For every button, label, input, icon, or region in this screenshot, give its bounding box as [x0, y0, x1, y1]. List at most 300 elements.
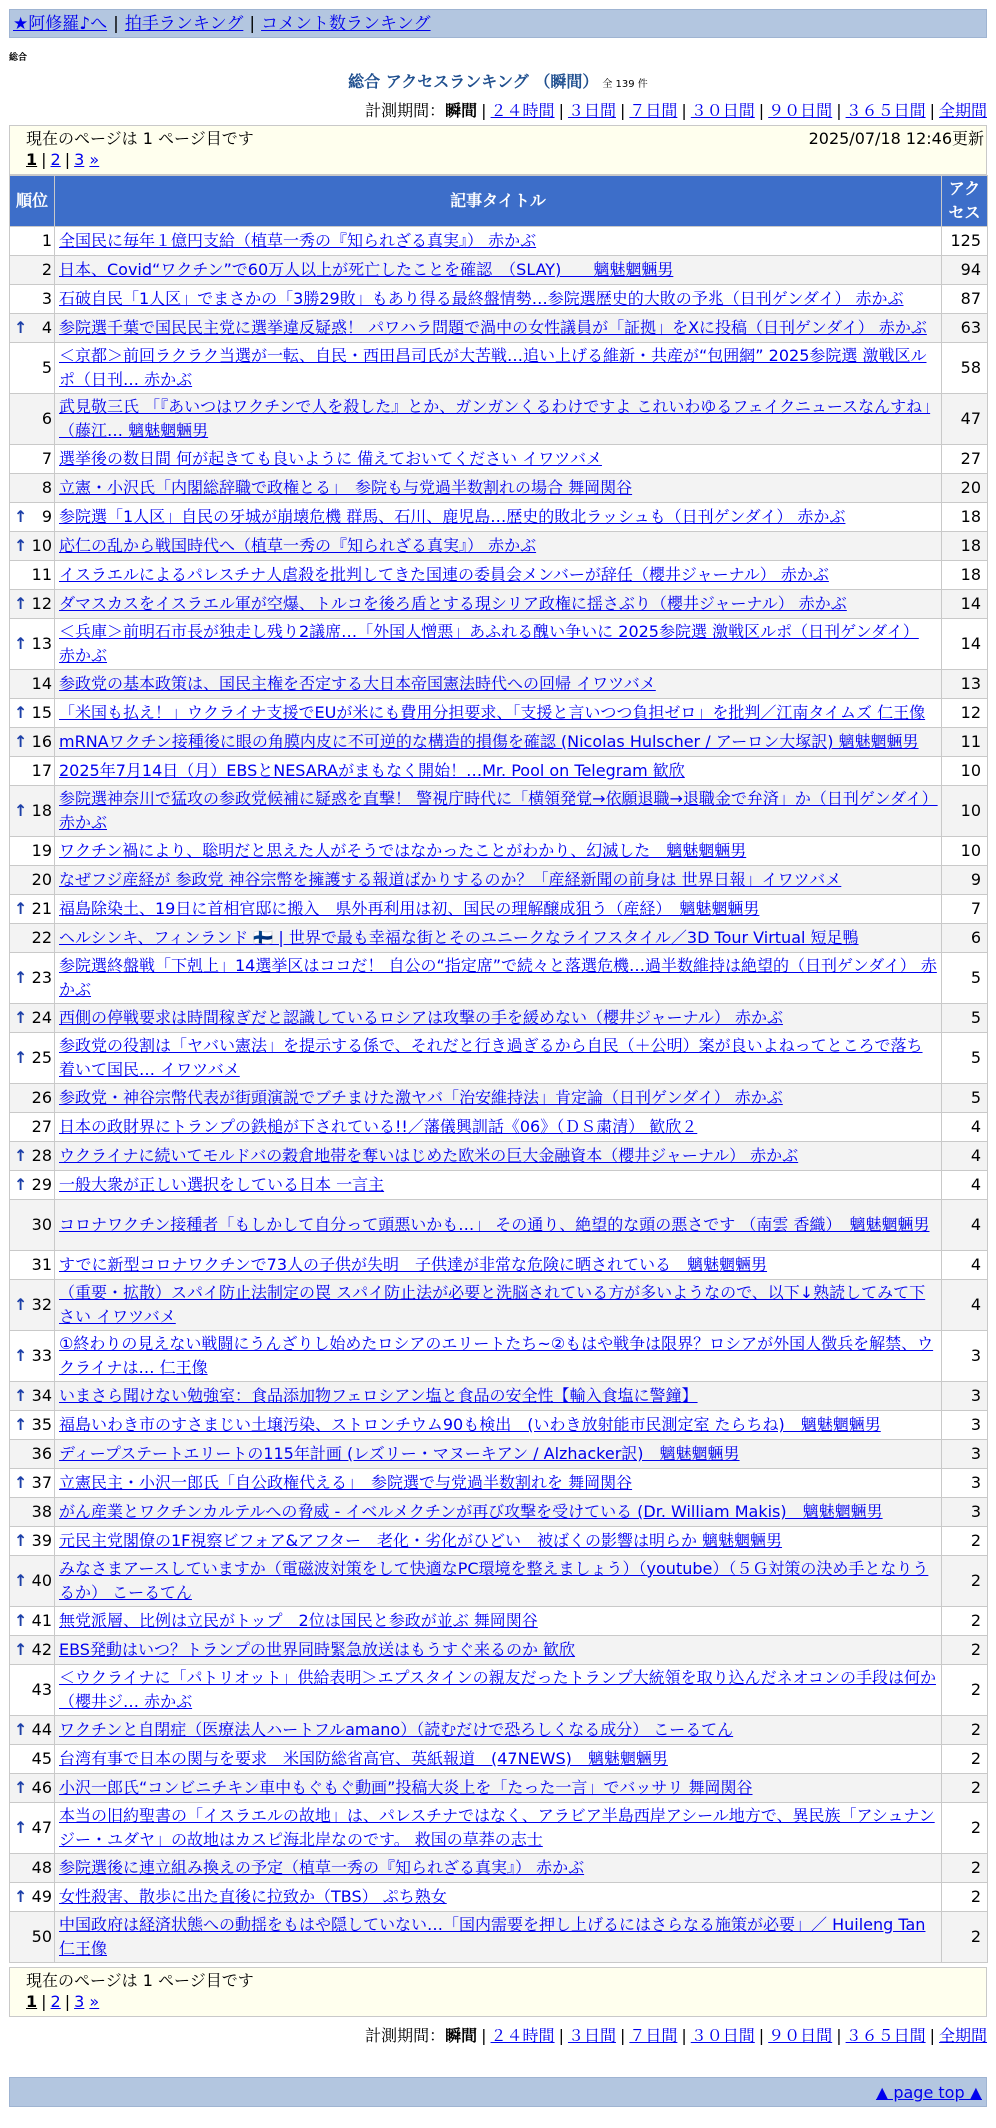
- rank-number: 41: [31, 1611, 52, 1630]
- period-separator: |: [481, 101, 487, 120]
- ranking-table-body: [10, 227, 988, 1963]
- article-title-link[interactable]: 参政党・神谷宗幣代表が街頭演説でブチまけた激ヤバ「治安維持法」肯定論（日刊ゲンダイ） 赤かぶ: [59, 1088, 783, 1107]
- article-title-link[interactable]: 2025年7月14日（月）EBSとNESARAがまもなく開始！…Mr. Pool on Telegram 歓欣: [59, 761, 685, 780]
- access-count: 5: [942, 1004, 988, 1033]
- ranking-row: [10, 285, 988, 314]
- period-link[interactable]: 全期間: [938, 101, 987, 120]
- rank-up-arrow-icon: ↑: [14, 1778, 28, 1797]
- access-count: 7: [942, 895, 988, 924]
- access-count: 27: [942, 445, 988, 474]
- period-link[interactable]: ９０日間: [768, 101, 833, 120]
- pager-current-page: 1: [26, 1992, 38, 2011]
- rank-number: 4: [41, 318, 52, 337]
- title-cell: [55, 256, 942, 285]
- rank-cell: [10, 474, 55, 503]
- access-count: 2: [942, 1607, 988, 1636]
- rank-number: 16: [31, 732, 52, 751]
- title-cell: [55, 895, 942, 924]
- access-count: 14: [942, 590, 988, 619]
- rank-up-arrow-icon: ↑: [14, 1531, 28, 1550]
- access-count: 2: [942, 1527, 988, 1556]
- article-title-link[interactable]: 一般大衆が正しい選択をしている日本 一言主: [59, 1175, 385, 1194]
- access-count: 2: [942, 1854, 988, 1883]
- period-separator: |: [558, 101, 564, 120]
- pager-next-link[interactable]: »: [89, 1992, 100, 2011]
- article-title-link[interactable]: 無党派層、比例は立民がトップ 2位は国民と参政が並ぶ 舞岡関谷: [59, 1611, 538, 1630]
- article-title-link[interactable]: 参院選「1人区」自民の牙城が崩壊危機 群馬、石川、鹿児島…歴史的敗北ラッシュも（日刊ゲンダイ） 赤かぶ: [59, 507, 846, 526]
- access-count: 2: [942, 1665, 988, 1716]
- rank-cell: [10, 1665, 55, 1716]
- rank-number: 18: [31, 801, 52, 820]
- period-selector-bottom: [9, 2023, 987, 2046]
- rank-cell: [10, 786, 55, 837]
- period-link[interactable]: ９０日間: [768, 2026, 833, 2045]
- title-cell: [55, 1440, 942, 1469]
- rank-up-arrow-icon: ↑: [14, 1720, 28, 1739]
- rank-up-arrow-icon: ↑: [14, 732, 28, 751]
- page-title: [0, 69, 996, 92]
- period-separator: |: [681, 101, 687, 120]
- ranking-row: [10, 1636, 988, 1665]
- article-title-link[interactable]: 小沢一郎氏“コンビニチキン車中もぐもぐ動画”投稿大炎上を「たった一言」でバッサリ 舞岡関谷: [59, 1778, 753, 1797]
- access-count: 3: [942, 1498, 988, 1527]
- access-count: 58: [942, 343, 988, 394]
- rank-cell: [10, 895, 55, 924]
- ranking-row: [10, 1113, 988, 1142]
- rank-number: 31: [31, 1255, 52, 1274]
- ranking-row: [10, 924, 988, 953]
- article-title-link[interactable]: いまさら聞けない勉強室：食品添加物フェロシアン塩と食品の安全性【輸入食塩に警鐘】: [59, 1386, 698, 1405]
- ranking-row: [10, 256, 988, 285]
- access-count: 4: [942, 1280, 988, 1331]
- article-title-link[interactable]: ＜ウクライナに「パトリオット」供給表明＞エプスタインの親友だったトランプ大統領を取り込んだネオコンの手段は何か（櫻井ジ… 赤かぶ: [59, 1668, 936, 1711]
- ranking-table: [9, 175, 988, 1963]
- access-count: 3: [942, 1382, 988, 1411]
- rank-number: 7: [41, 449, 52, 468]
- pager-next-link[interactable]: »: [89, 150, 100, 169]
- rank-cell: [10, 1716, 55, 1745]
- period-separator: |: [758, 2026, 765, 2045]
- rank-cell: [10, 1498, 55, 1527]
- rank-up-arrow-icon: ↑: [14, 594, 28, 613]
- ranking-row: [10, 786, 988, 837]
- access-count: 2: [942, 1883, 988, 1912]
- title-cell: [55, 837, 942, 866]
- title-cell: [55, 1854, 942, 1883]
- column-header-title: 記事タイトル: [55, 176, 942, 227]
- access-count: 4: [942, 1200, 988, 1251]
- period-link[interactable]: ３６５日間: [845, 101, 926, 120]
- article-title-link[interactable]: 日本の政財界にトランプの鉄槌が下されている!!／藩儀興訓話《06》（ＤＳ粛清） 歓欣２: [59, 1117, 698, 1136]
- rank-number: 27: [31, 1117, 52, 1136]
- rank-cell: [10, 1113, 55, 1142]
- pager-separator: |: [41, 1992, 47, 2011]
- title-cell: [55, 1607, 942, 1636]
- period-link[interactable]: ２４時間: [490, 2026, 555, 2045]
- ranking-row: [10, 670, 988, 699]
- access-count: 5: [942, 1033, 988, 1084]
- article-title-link[interactable]: みなさまアースしていますか（電磁波対策をして快適なPC環境を整えましょう）（youtube）（５Ｇ対策の決め手となりうるか） こーるてん: [59, 1559, 929, 1602]
- title-cell: [55, 394, 942, 445]
- article-title-link[interactable]: 立憲・小沢氏「内閣総辞職で政権とる」 参院も与党過半数割れの場合 舞岡関谷: [59, 478, 633, 497]
- ranking-row: [10, 1382, 988, 1411]
- pager-link[interactable]: 2: [50, 150, 61, 169]
- article-title-link[interactable]: 武見敬三氏 「『あいつはワクチンで人を殺した』とか、ガンガンくるわけですよ これいわゆるフェイクニュースなんすね」（藤江… 魑魅魍魎男: [59, 397, 931, 440]
- ranking-row: [10, 1251, 988, 1280]
- article-title-link[interactable]: 福島除染土、19日に首相官邸に搬入 県外再利用は初、国民の理解醸成狙う（産経） 魑魅魍魎男: [59, 899, 760, 918]
- rank-number: 42: [31, 1640, 52, 1659]
- ranking-row: [10, 532, 988, 561]
- pager-link[interactable]: 3: [74, 1992, 85, 2011]
- access-count: 6: [942, 924, 988, 953]
- rank-cell: [10, 561, 55, 590]
- rank-cell: [10, 866, 55, 895]
- title-cell: [55, 474, 942, 503]
- access-count: 63: [942, 314, 988, 343]
- rank-number: 34: [31, 1386, 52, 1405]
- access-count: 47: [942, 394, 988, 445]
- article-title-link[interactable]: 福島いわき市のすさまじい土壌汚染、ストロンチウム90も検出 (いわき放射能市民測定室 たらちね) 魑魅魍魎男: [59, 1415, 881, 1434]
- rank-number: 32: [31, 1295, 52, 1314]
- rank-cell: [10, 1142, 55, 1171]
- period-separator: |: [481, 2026, 487, 2045]
- current-page-label: 現在のページは 1 ページ目です: [26, 129, 254, 148]
- title-cell: [55, 1527, 942, 1556]
- category-label: 総合: [9, 53, 28, 63]
- ranking-row: [10, 895, 988, 924]
- period-selector-top: [9, 98, 987, 121]
- rank-number: 3: [41, 289, 52, 308]
- period-separator: |: [619, 2026, 626, 2045]
- article-title-link[interactable]: 参院選終盤戦「下剋上」14選挙区はココだ！ 自公の“指定席”で続々と落選危機…過半数維持は絶望的（日刊ゲンダイ） 赤かぶ: [59, 956, 937, 999]
- ranking-row: [10, 1171, 988, 1200]
- rank-cell: [10, 1004, 55, 1033]
- rank-cell: [10, 728, 55, 757]
- period-separator: |: [758, 101, 765, 120]
- period-current: 瞬間: [445, 2026, 478, 2045]
- rank-cell: [10, 1556, 55, 1607]
- ranking-row: [10, 394, 988, 445]
- rank-cell: [10, 1200, 55, 1251]
- rank-cell: [10, 699, 55, 728]
- title-cell: [55, 1251, 942, 1280]
- article-title-link[interactable]: すでに新型コロナワクチンで73人の子供が失明 子供達が非常な危険に晒されている 魑魅魍魎男: [59, 1255, 768, 1274]
- title-cell: [55, 1469, 942, 1498]
- title-cell: [55, 670, 942, 699]
- rank-number: 11: [31, 565, 52, 584]
- title-cell: [55, 1716, 942, 1745]
- access-count: 18: [942, 561, 988, 590]
- column-header-rank: 順位: [10, 176, 55, 227]
- rank-cell: [10, 757, 55, 786]
- title-cell: [55, 1411, 942, 1440]
- article-title-link[interactable]: ワクチン禍により、聡明だと思えた人がそうではなかったことがわかり、幻滅した 魑魅魍魎男: [59, 841, 747, 860]
- period-link[interactable]: ３０日間: [690, 101, 755, 120]
- article-title-link[interactable]: 石破自民「1人区」でまさかの「3勝29敗」もあり得る最終盤情勢…参院選歴史的大敗の予兆（日刊ゲンダイ） 赤かぶ: [59, 289, 904, 308]
- rank-number: 33: [31, 1346, 52, 1365]
- article-title-link[interactable]: 選挙後の数日間 何が起きても良いように 備えておいてください イワツバメ: [59, 449, 602, 468]
- ranking-row: [10, 1774, 988, 1803]
- rank-cell: [10, 670, 55, 699]
- article-title-link[interactable]: 立憲民主・小沢一郎氏「自公政権代える」 参院選で与党過半数割れを 舞岡関谷: [59, 1473, 633, 1492]
- nav-link-comment-ranking[interactable]: コメント数ランキング: [261, 14, 431, 34]
- access-count: 10: [942, 786, 988, 837]
- ranking-row: [10, 757, 988, 786]
- rank-number: 9: [41, 507, 52, 526]
- rank-up-arrow-icon: ↑: [14, 968, 28, 987]
- rank-up-arrow-icon: ↑: [14, 507, 28, 526]
- rank-number: 22: [31, 928, 52, 947]
- rank-up-arrow-icon: ↑: [14, 536, 28, 555]
- access-count: 2: [942, 1716, 988, 1745]
- period-separator: |: [681, 2026, 687, 2045]
- access-count: 3: [942, 1331, 988, 1382]
- rank-number: 12: [31, 594, 52, 613]
- rank-up-arrow-icon: ↑: [14, 1346, 28, 1365]
- title-cell: [55, 590, 942, 619]
- article-title-link[interactable]: 日本、Covid“ワクチン”で60万人以上が死亡したことを確認 （SLAY) 魑魅魍魎男: [59, 260, 674, 279]
- rank-cell: [10, 590, 55, 619]
- rank-up-arrow-icon: ↑: [14, 1818, 28, 1837]
- rank-number: 13: [31, 634, 52, 653]
- access-count: 4: [942, 1251, 988, 1280]
- article-title-link[interactable]: 参院選千葉で国民民主党に選挙違反疑惑！ パワハラ問題で渦中の女性議員が「証拠」をXに投稿（日刊ゲンダイ） 赤かぶ: [59, 318, 927, 337]
- rank-number: 17: [31, 761, 52, 780]
- title-cell: [55, 1665, 942, 1716]
- period-link[interactable]: ３日間: [567, 101, 616, 120]
- ranking-row: [10, 1142, 988, 1171]
- title-cell: [55, 1331, 942, 1382]
- rank-cell: [10, 1382, 55, 1411]
- access-count: 3: [942, 1411, 988, 1440]
- article-title-link[interactable]: 参政党の基本政策は、国民主権を否定する大日本帝国憲法時代への回帰 イワツバメ: [59, 674, 656, 693]
- top-nav-bar: [9, 9, 987, 38]
- nav-separator: |: [249, 14, 256, 34]
- article-title-link[interactable]: 女性殺害、散歩に出た直後に拉致か（TBS） ぷち熟女: [59, 1887, 447, 1906]
- article-title-link[interactable]: イスラエルによるパレスチナ人虐殺を批判してきた国連の委員会メンバーが辞任（櫻井ジャーナル） 赤かぶ: [59, 565, 829, 584]
- rank-number: 28: [31, 1146, 52, 1165]
- access-count: 87: [942, 285, 988, 314]
- rank-cell: [10, 1280, 55, 1331]
- rank-cell: [10, 1440, 55, 1469]
- ranking-row: [10, 1004, 988, 1033]
- rank-number: 23: [31, 968, 52, 987]
- period-link[interactable]: 全期間: [938, 2026, 987, 2045]
- access-count: 4: [942, 1142, 988, 1171]
- article-title-link[interactable]: 元民主党閣僚の1F視察ビフォア&アフター 老化・劣化がひどい 被ばくの影響は明らか 魑魅魍魎男: [59, 1531, 783, 1550]
- article-title-link[interactable]: 本当の旧約聖書の「イスラエルの故地」は、パレスチナではなく、アラビア半島西岸アシール地方で、異民族「アシュナンジー・ユダヤ」の故地はカスピ海北岸なのです。 救国の草莽の志士: [59, 1806, 935, 1849]
- access-count: 10: [942, 757, 988, 786]
- pager-separator: |: [41, 150, 47, 169]
- rank-number: 43: [31, 1680, 52, 1699]
- rank-cell: [10, 924, 55, 953]
- access-count: 18: [942, 503, 988, 532]
- period-label: 計測期間：: [365, 2026, 446, 2045]
- rank-number: 1: [41, 231, 52, 250]
- period-link[interactable]: ３６５日間: [845, 2026, 926, 2045]
- rank-cell: [10, 1912, 55, 1963]
- ranking-row: [10, 953, 988, 1004]
- ranking-row: [10, 619, 988, 670]
- nav-link-asyura[interactable]: ★阿修羅♪へ: [13, 14, 108, 34]
- title-cell: [55, 1774, 942, 1803]
- rank-number: 25: [31, 1048, 52, 1067]
- pager-link[interactable]: 3: [74, 150, 85, 169]
- rank-up-arrow-icon: ↑: [14, 1146, 28, 1165]
- article-title-link[interactable]: 参院選神奈川で猛攻の参政党候補に疑惑を直撃！ 警視庁時代に「横領発覚→依願退職→退職金で弁済」か（日刊ゲンダイ） 赤かぶ: [59, 789, 938, 832]
- rank-cell: [10, 445, 55, 474]
- ranking-row: [10, 1084, 988, 1113]
- article-title-link[interactable]: 中国政府は経済状態への動揺をもはや隠していない…「国内需要を押し上げるにはさらなる施策が必要」／ Huileng Tan 仁王像: [59, 1915, 926, 1958]
- ranking-row: [10, 1716, 988, 1745]
- period-label: 計測期間：: [365, 101, 446, 120]
- ranking-row: [10, 1665, 988, 1716]
- article-title-link[interactable]: ウクライナに続いてモルドバの穀倉地帯を奪いはじめた欧米の巨大金融資本（櫻井ジャーナル） 赤かぶ: [59, 1146, 799, 1165]
- nav-link-clap-ranking[interactable]: 拍手ランキング: [124, 14, 244, 34]
- article-title-link[interactable]: 台湾有事で日本の関与を要求 米国防総省高官、英紙報道 (47NEWS) 魑魅魍魎男: [59, 1749, 668, 1768]
- updated-timestamp: 2025/07/18 12:46更新: [808, 129, 984, 148]
- ranking-row: [10, 227, 988, 256]
- article-title-link[interactable]: ヘルシンキ、フィンランド 🇫🇮 | 世界で最も幸福な街とそのユニークなライフスタイル／3D Tour Virtual 短足鴨: [59, 928, 859, 947]
- period-link[interactable]: ７日間: [629, 2026, 678, 2045]
- access-count: 12: [942, 699, 988, 728]
- rank-number: 29: [31, 1175, 52, 1194]
- ranking-row: [10, 1280, 988, 1331]
- rank-number: 8: [41, 478, 52, 497]
- article-title-link[interactable]: ＜兵庫＞前明石市長が独走し残り2議席…「外国人憎悪」あふれる醜い争いに 2025参院選 激戦区ルポ（日刊ゲンダイ） 赤かぶ: [59, 622, 919, 665]
- period-separator: |: [929, 2026, 935, 2045]
- ranking-row: [10, 1607, 988, 1636]
- article-title-link[interactable]: がん産業とワクチンカルテルへの脅威 - イベルメクチンが再び攻撃を受けている (Dr. William Makis) 魑魅魍魎男: [59, 1502, 883, 1521]
- rank-number: 36: [31, 1444, 52, 1463]
- article-title-link[interactable]: なぜフジ産経が 参政党 神谷宗幣を擁護する報道ばかりするのか？「産経新聞の前身は 世界日報」イワツバメ: [59, 870, 842, 889]
- period-link[interactable]: ７日間: [629, 101, 678, 120]
- article-title-link[interactable]: 「米国も払え！」ウクライナ支援でEUが米にも費用分担要求、「支援と言いつつ負担ゼロ」を批判／江南タイムズ 仁王像: [59, 703, 926, 722]
- article-title-link[interactable]: mRNAワクチン接種後に眼の角膜内皮に不可逆的な構造的損傷を確認 (Nicolas Hulscher / アーロン大塚訳) 魑魅魍魎男: [59, 732, 919, 751]
- rank-up-arrow-icon: ↑: [14, 1415, 28, 1434]
- title-cell: [55, 757, 942, 786]
- rank-up-arrow-icon: ↑: [14, 1571, 28, 1590]
- ranking-row: [10, 590, 988, 619]
- title-cell: [55, 953, 942, 1004]
- rank-number: 19: [31, 841, 52, 860]
- access-count: 9: [942, 866, 988, 895]
- current-page-text: [26, 1970, 986, 1991]
- ranking-row: [10, 1883, 988, 1912]
- access-count: 125: [942, 227, 988, 256]
- ranking-row: [10, 1527, 988, 1556]
- title-cell: [55, 1171, 942, 1200]
- article-title-link[interactable]: ディープステートエリートの115年計画 (レズリー・マヌーキアン / Alzhacker訳) 魑魅魍魎男: [59, 1444, 740, 1463]
- title-cell: [55, 1004, 942, 1033]
- article-title-link[interactable]: （重要・拡散）スパイ防止法制定の罠 スパイ防止法が必要と洗脳されている方が多いようなので、以下↓熟読してみて下さい イワツバメ: [59, 1283, 926, 1326]
- ranking-row: [10, 1440, 988, 1469]
- access-count: 2: [942, 1745, 988, 1774]
- rank-cell: [10, 532, 55, 561]
- title-cell: [55, 1382, 942, 1411]
- access-count: 5: [942, 1084, 988, 1113]
- ranking-row: [10, 1331, 988, 1382]
- access-count: 4: [942, 1171, 988, 1200]
- article-title-link[interactable]: EBS発動はいつ？トランプの世界同時緊急放送はもうすぐ来るのか 歓欣: [59, 1640, 576, 1659]
- rank-up-arrow-icon: ↑: [14, 801, 28, 820]
- rank-number: 40: [31, 1571, 52, 1590]
- title-cell: [55, 503, 942, 532]
- pager-current-page: 1: [26, 150, 38, 169]
- rank-number: 39: [31, 1531, 52, 1550]
- article-title-link[interactable]: ＜京都＞前回ラクラク当選が一転、自民・西田昌司氏が大苦戦…追い上げる維新・共産が“包囲網” 2025参院選 激戦区ルポ（日刊… 赤かぶ: [59, 346, 927, 389]
- rank-number: 47: [31, 1818, 52, 1837]
- article-title-link[interactable]: ダマスカスをイスラエル軍が空爆、トルコを後ろ盾とする現シリア政権に揺さぶり（櫻井ジャーナル） 赤かぶ: [59, 594, 847, 613]
- title-cell: [55, 445, 942, 474]
- title-cell: [55, 1556, 942, 1607]
- period-separator: |: [836, 101, 842, 120]
- rank-number: 46: [31, 1778, 52, 1797]
- rank-cell: [10, 227, 55, 256]
- access-count: 3: [942, 1440, 988, 1469]
- rank-number: 15: [31, 703, 52, 722]
- ranking-row: [10, 1411, 988, 1440]
- rank-up-arrow-icon: ↑: [14, 1473, 28, 1492]
- rank-cell: [10, 1171, 55, 1200]
- period-link[interactable]: ３日間: [567, 2026, 616, 2045]
- rank-up-arrow-icon: ↑: [14, 1008, 28, 1027]
- title-cell: [55, 699, 942, 728]
- period-link[interactable]: ２４時間: [490, 101, 555, 120]
- total-count: 全 139 件: [602, 79, 648, 90]
- article-title-link[interactable]: 参院選後に連立組み換えの予定（植草一秀の『知られざる真実』） 赤かぶ: [59, 1858, 585, 1877]
- title-cell: [55, 561, 942, 590]
- page-info-bottom: [9, 1967, 987, 2017]
- pager: [26, 1991, 986, 2013]
- article-title-link[interactable]: 応仁の乱から戦国時代へ（植草一秀の『知られざる真実』） 赤かぶ: [59, 536, 537, 555]
- title-cell: [55, 285, 942, 314]
- pager-link[interactable]: 2: [50, 1992, 61, 2011]
- title-cell: [55, 728, 942, 757]
- rank-cell: [10, 1636, 55, 1665]
- title-cell: [55, 1113, 942, 1142]
- rank-cell: [10, 1745, 55, 1774]
- rank-up-arrow-icon: ↑: [14, 1640, 28, 1659]
- title-cell: [55, 532, 942, 561]
- nav-separator: |: [113, 14, 119, 34]
- period-link[interactable]: ３０日間: [690, 2026, 755, 2045]
- title-cell: [55, 1498, 942, 1527]
- rank-number: 38: [31, 1502, 52, 1521]
- page-top-link[interactable]: ▲ page top ▲: [875, 2083, 982, 2102]
- article-title-link[interactable]: コロナワクチン接種者「もしかして自分って頭悪いかも…」 その通り、絶望的な頭の悪さです （南雲 香織） 魑魅魍魎男: [59, 1215, 930, 1234]
- rank-cell: [10, 1607, 55, 1636]
- rank-cell: [10, 837, 55, 866]
- rank-up-arrow-icon: ↑: [14, 318, 28, 337]
- title-cell: [55, 1084, 942, 1113]
- rank-up-arrow-icon: ↑: [14, 1611, 28, 1630]
- article-title-link[interactable]: 参政党の役割は「ヤバい憲法」を提示する係で、それだと行き過ぎるから自民（＋公明）案が良いよねってところで落ち着いて国民… イワツバメ: [59, 1036, 923, 1079]
- rank-cell: [10, 343, 55, 394]
- ranking-row: [10, 1033, 988, 1084]
- rank-number: 24: [31, 1008, 52, 1027]
- article-title-link[interactable]: 全国民に毎年１億円支給（植草一秀の『知られざる真実』） 赤かぶ: [59, 231, 537, 250]
- title-cell: [55, 924, 942, 953]
- article-title-link[interactable]: ①終わりの見えない戦闘にうんざりし始めたロシアのエリートたち~②もはや戦争は限界？ロシアが外国人徴兵を解禁、ウクライナは… 仁王像: [59, 1334, 934, 1377]
- rank-cell: [10, 394, 55, 445]
- rank-number: 5: [41, 358, 52, 377]
- article-title-link[interactable]: 西側の停戦要求は時間稼ぎだと認識しているロシアは攻撃の手を緩めない（櫻井ジャーナル） 赤かぶ: [59, 1008, 783, 1027]
- rank-up-arrow-icon: ↑: [14, 1295, 28, 1314]
- article-title-link[interactable]: ワクチンと自閉症（医療法人ハートフルamano）（読むだけで恐ろしくなる成分） こーるてん: [59, 1720, 734, 1739]
- column-header-access: アクセス: [942, 176, 988, 227]
- rank-cell: [10, 1084, 55, 1113]
